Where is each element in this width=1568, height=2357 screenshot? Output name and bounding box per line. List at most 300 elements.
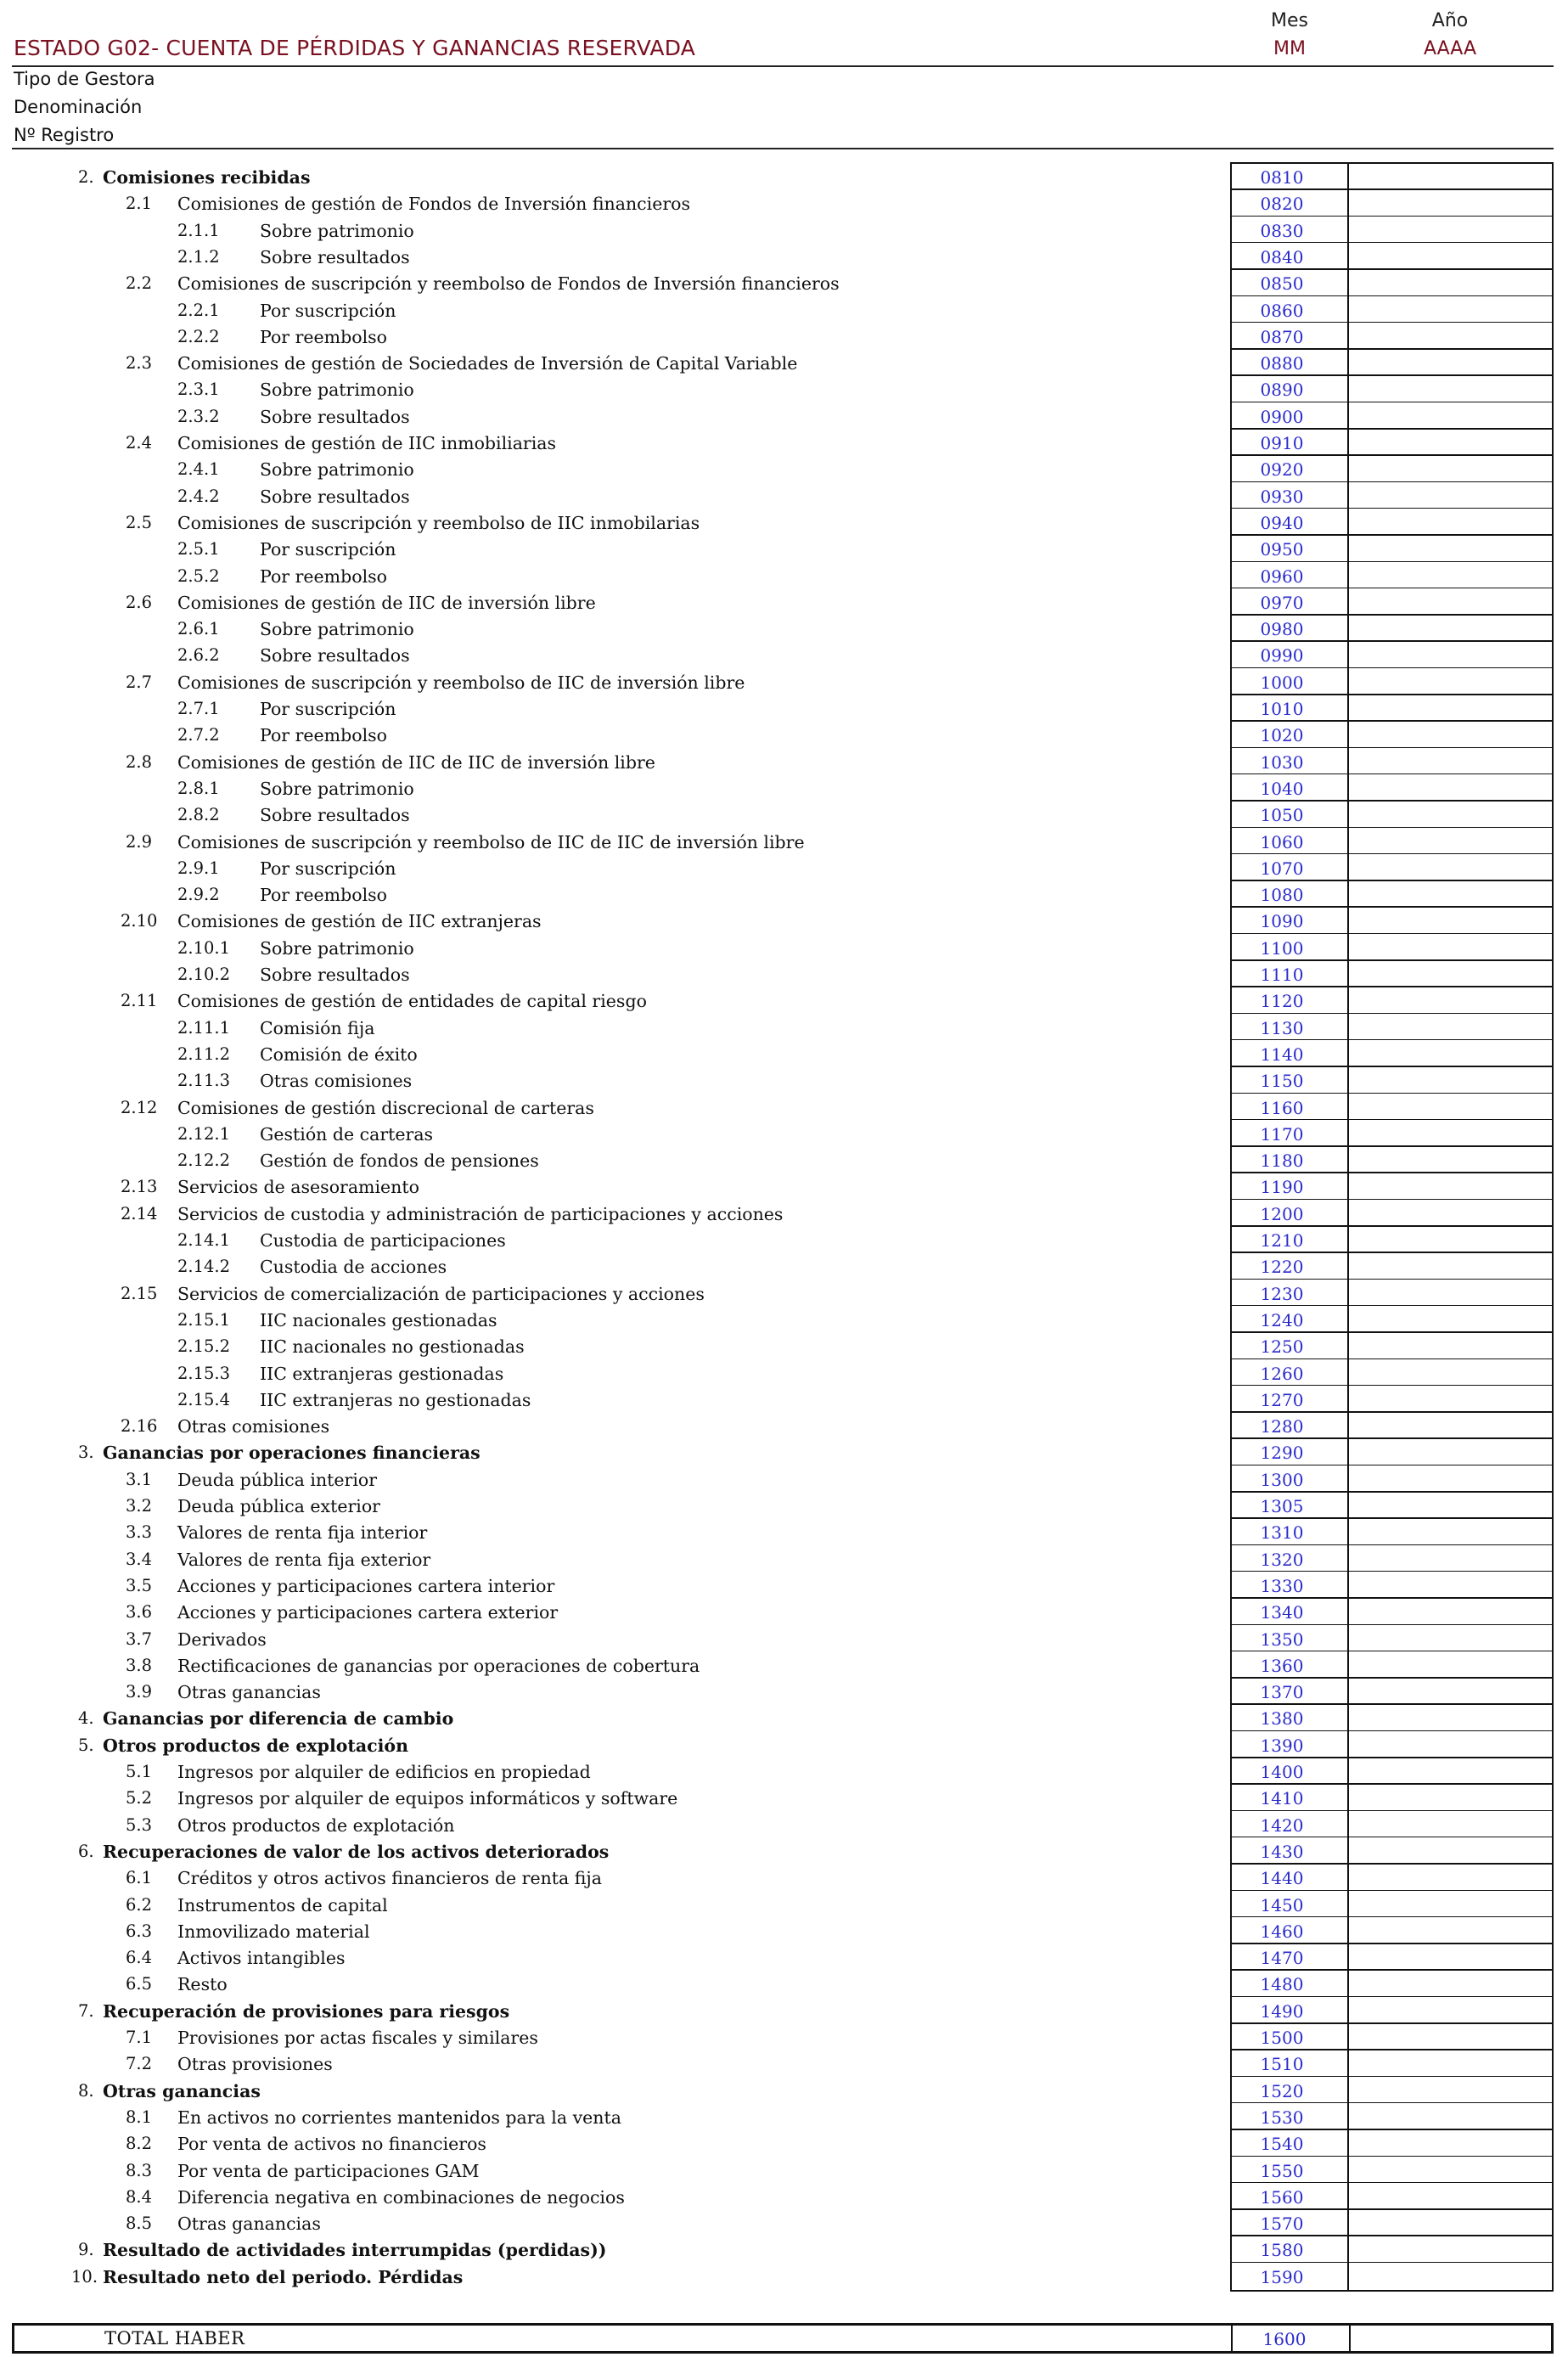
row-code: 1130 <box>1260 1017 1304 1038</box>
row-number: 2.3 <box>126 353 153 374</box>
total-label: TOTAL HABER <box>104 2328 245 2349</box>
row-number: 6.2 <box>126 1894 153 1915</box>
row-number: 2.7.1 <box>177 699 220 718</box>
row-label: Instrumentos de capital <box>177 1894 388 1915</box>
row-code: 1030 <box>1260 751 1304 773</box>
row-label: Sobre resultados <box>260 486 410 507</box>
row-number: 7.1 <box>126 2028 153 2047</box>
row-code: 1150 <box>1260 1071 1304 1092</box>
row-label: Recuperaciones de valor de los activos deteriorados <box>103 1841 610 1862</box>
row-code: 0930 <box>1260 486 1304 507</box>
row-code: 1470 <box>1260 1948 1304 1969</box>
row-code: 1170 <box>1260 1123 1304 1145</box>
row-code: 0870 <box>1260 326 1304 347</box>
row-code: 1070 <box>1260 858 1304 879</box>
row-label: Sobre patrimonio <box>260 778 414 799</box>
row-number: 3.8 <box>126 1655 153 1675</box>
row-label: Comisiones de suscripción y reembolso de IIC de IIC de inversión libre <box>177 831 805 852</box>
row-label: Ganancias por diferencia de cambio <box>103 1708 454 1730</box>
table-row <box>0 1974 1568 2000</box>
row-number: 2.12.2 <box>177 1150 231 1171</box>
row-code: 1460 <box>1260 1921 1304 1942</box>
row-number: 2.10.2 <box>177 965 231 984</box>
row-label: Servicios de comercialización de participaciones y acciones <box>177 1283 705 1304</box>
row-label: Resultado de actividades interrumpidas (perdidas)) <box>103 2240 607 2261</box>
row-code: 0810 <box>1260 167 1304 188</box>
table-row <box>0 1682 1568 1708</box>
row-number: 2.15.1 <box>177 1309 231 1330</box>
row-number: 3.5 <box>126 1575 153 1595</box>
row-label: Por reembolso <box>260 885 388 906</box>
row-label: Por venta de participaciones GAM <box>177 2160 480 2181</box>
row-number: 5.1 <box>126 1762 153 1781</box>
row-code: 0910 <box>1260 433 1304 453</box>
row-label: IIC nacionales gestionadas <box>260 1309 497 1330</box>
table-row <box>0 2081 1568 2107</box>
row-label: Por reembolso <box>260 565 388 587</box>
row-code: 1450 <box>1260 1894 1304 1915</box>
table-row <box>0 1098 1568 1124</box>
row-number: 8.5 <box>126 2214 153 2234</box>
table-row <box>0 1416 1568 1443</box>
row-number: 2.15.3 <box>177 1363 231 1383</box>
row-label: Comisiones de gestión discrecional de carteras <box>177 1097 594 1118</box>
table-row <box>0 2187 1568 2214</box>
row-code: 1580 <box>1260 2240 1304 2261</box>
table-row <box>0 1762 1568 1788</box>
row-label: Sobre patrimonio <box>260 380 414 401</box>
row-code: 1200 <box>1260 1203 1304 1224</box>
row-code: 1050 <box>1260 805 1304 826</box>
row-number: 8. <box>78 2080 94 2101</box>
row-label: Sobre resultados <box>260 406 410 427</box>
row-label: Por suscripción <box>260 699 396 719</box>
row-number: 2.15 <box>121 1283 158 1303</box>
row-label: Comisiones de suscripción y reembolso de IIC de inversión libre <box>177 672 745 693</box>
row-code: 1100 <box>1260 937 1304 959</box>
row-label: Servicios de asesoramiento <box>177 1177 419 1198</box>
row-number: 2.14.2 <box>177 1257 231 1277</box>
table-row <box>0 1788 1568 1814</box>
row-number: 2.12.1 <box>177 1123 231 1144</box>
row-number: 3.4 <box>126 1549 153 1569</box>
row-label: Otras ganancias <box>177 2214 321 2235</box>
row-number: 9. <box>78 2240 94 2260</box>
row-code: 1370 <box>1260 1682 1304 1703</box>
year-column-label: Año <box>1431 10 1469 31</box>
row-code: 1480 <box>1260 1974 1304 1995</box>
row-code: 1180 <box>1260 1150 1304 1172</box>
field-tipo-gestora: Tipo de Gestora <box>14 69 155 89</box>
row-code: 1340 <box>1260 1602 1304 1623</box>
table-row <box>0 752 1568 779</box>
table-row <box>0 487 1568 513</box>
table-row <box>0 805 1568 831</box>
row-label: Ingresos por alquiler de equipos informáticos y software <box>177 1788 678 1809</box>
table-row <box>0 619 1568 645</box>
row-number: 2.6.1 <box>177 619 220 639</box>
table-row <box>0 1815 1568 1842</box>
row-number: 2.11.1 <box>177 1017 231 1038</box>
table-row <box>0 832 1568 858</box>
row-label: Deuda pública exterior <box>177 1496 380 1516</box>
row-label: Comisiones de gestión de IIC inmobiliarias <box>177 433 557 453</box>
row-number: 2.14 <box>121 1203 158 1224</box>
row-label: Comisiones de gestión de IIC extranjeras <box>177 911 542 932</box>
table-row <box>0 779 1568 805</box>
row-number: 2.11.3 <box>177 1071 231 1091</box>
row-code: 0990 <box>1260 645 1304 667</box>
row-label: Comisiones de suscripción y reembolso de IIC inmobilarias <box>177 512 700 533</box>
row-number: 2.9.1 <box>177 858 220 878</box>
table-row <box>0 725 1568 751</box>
row-label: Por suscripción <box>260 300 396 321</box>
table-row <box>0 1071 1568 1097</box>
table-row <box>0 221 1568 247</box>
total-code: 1600 <box>1262 2329 1307 2349</box>
row-number: 3.6 <box>126 1602 153 1623</box>
table-row <box>0 167 1568 194</box>
table-row <box>0 911 1568 937</box>
row-number: 5.3 <box>126 1814 153 1835</box>
row-number: 5. <box>78 1735 94 1755</box>
row-number: 2.15.2 <box>177 1336 231 1357</box>
row-code: 1280 <box>1260 1416 1304 1437</box>
row-label: En activos no corrientes mantenidos para la venta <box>177 2107 621 2128</box>
row-code: 1305 <box>1260 1496 1304 1516</box>
row-number: 2.5.2 <box>177 565 220 586</box>
total-divider <box>1349 2326 1351 2351</box>
row-number: 2.2 <box>126 273 153 294</box>
table-row <box>0 1735 1568 1762</box>
row-label: Sobre patrimonio <box>260 937 414 959</box>
row-label: Comisiones de suscripción y reembolso de Fondos de Inversión financieros <box>177 273 840 295</box>
row-code: 0860 <box>1260 300 1304 321</box>
row-label: Ingresos por alquiler de edificios en propiedad <box>177 1762 591 1782</box>
row-code: 1080 <box>1260 885 1304 906</box>
table-row <box>0 1629 1568 1656</box>
table-row <box>0 1336 1568 1363</box>
table-row <box>0 645 1568 672</box>
row-code: 1010 <box>1260 699 1304 719</box>
row-label: IIC nacionales no gestionadas <box>260 1336 525 1358</box>
row-code: 1300 <box>1260 1469 1304 1490</box>
row-number: 8.4 <box>126 2186 153 2207</box>
row-label: Valores de renta fija interior <box>177 1522 428 1544</box>
month-column-label: Mes <box>1271 10 1308 31</box>
table-row <box>0 273 1568 300</box>
row-number: 2.10.1 <box>177 937 231 958</box>
month-value[interactable]: MM <box>1273 38 1306 59</box>
table-row <box>0 1842 1568 1868</box>
row-code: 1000 <box>1260 672 1304 693</box>
row-number: 7.2 <box>126 2054 153 2074</box>
row-label: Por suscripción <box>260 539 396 560</box>
row-label: Sobre patrimonio <box>260 459 414 481</box>
row-label: Custodia de participaciones <box>260 1230 506 1251</box>
row-number: 2.11.2 <box>177 1043 231 1064</box>
table-row <box>0 991 1568 1017</box>
table-row <box>0 2240 1568 2266</box>
row-number: 2.1.2 <box>177 246 220 267</box>
row-label: Comisiones de gestión de Fondos de Inversión financieros <box>177 194 690 215</box>
row-code: 1510 <box>1260 2054 1304 2075</box>
table-row <box>0 1895 1568 1921</box>
row-number: 2.5 <box>126 512 153 532</box>
table-row <box>0 1310 1568 1336</box>
row-label: Créditos y otros activos financieros de renta fija <box>177 1868 603 1889</box>
table-row <box>0 1948 1568 1974</box>
row-number: 6.3 <box>126 1921 153 1941</box>
row-code: 1440 <box>1260 1868 1304 1889</box>
row-number: 2.10 <box>121 911 158 931</box>
row-label: Comisión de éxito <box>260 1043 418 1065</box>
table-row <box>0 1443 1568 1469</box>
row-code: 1430 <box>1260 1841 1304 1862</box>
row-number: 3.2 <box>126 1496 153 1516</box>
total-row <box>12 2323 1554 2354</box>
row-code: 1020 <box>1260 725 1304 746</box>
table-row <box>0 1364 1568 1390</box>
table-row <box>0 327 1568 353</box>
row-code: 0880 <box>1260 353 1304 374</box>
row-label: Otras comisiones <box>177 1416 330 1437</box>
row-code: 1390 <box>1260 1735 1304 1756</box>
row-number: 2.6 <box>126 592 153 612</box>
row-code: 0840 <box>1260 246 1304 267</box>
row-code: 0890 <box>1260 380 1304 401</box>
field-registro: Nº Registro <box>14 125 115 145</box>
row-code: 1060 <box>1260 831 1304 852</box>
year-value[interactable]: AAAA <box>1423 38 1477 59</box>
row-label: IIC extranjeras gestionadas <box>260 1363 504 1384</box>
row-label: Acciones y participaciones cartera interior <box>177 1575 555 1596</box>
row-label: Otras ganancias <box>177 1682 321 1703</box>
row-code: 1160 <box>1260 1097 1304 1118</box>
table-row <box>0 2267 1568 2293</box>
table-row <box>0 1390 1568 1416</box>
table-row <box>0 672 1568 699</box>
row-label: Servicios de custodia y administración de participaciones y acciones <box>177 1203 784 1224</box>
row-label: Sobre resultados <box>260 965 410 985</box>
table-row <box>0 194 1568 220</box>
row-number: 6.5 <box>126 1974 153 1994</box>
row-code: 1400 <box>1260 1762 1304 1782</box>
table-row <box>0 301 1568 327</box>
row-label: Comisión fija <box>260 1017 375 1038</box>
row-label: Otros productos de explotación <box>177 1814 455 1836</box>
row-label: Por venta de activos no financieros <box>177 2134 486 2155</box>
row-label: Derivados <box>177 1629 267 1650</box>
row-label: Por reembolso <box>260 326 388 347</box>
row-label: Activos intangibles <box>177 1948 346 1969</box>
row-code: 0960 <box>1260 565 1304 587</box>
table-row <box>0 433 1568 459</box>
table-row <box>0 1708 1568 1735</box>
table-row <box>0 1576 1568 1602</box>
table-row <box>0 858 1568 885</box>
row-code: 0820 <box>1260 194 1304 215</box>
row-code: 0950 <box>1260 539 1304 560</box>
row-code: 1270 <box>1260 1389 1304 1410</box>
row-label: Rectificaciones de ganancias por operaciones de cobertura <box>177 1655 700 1676</box>
row-label: Provisiones por actas fiscales y similares <box>177 2028 538 2048</box>
row-label: Comisiones de gestión de IIC de IIC de inversión libre <box>177 751 655 773</box>
row-number: 2.4.2 <box>177 486 220 506</box>
table-row <box>0 1868 1568 1894</box>
row-code: 1520 <box>1260 2080 1304 2101</box>
row-number: 2.6.2 <box>177 645 220 666</box>
row-code: 1560 <box>1260 2186 1304 2208</box>
row-code: 1040 <box>1260 778 1304 799</box>
row-label: Sobre resultados <box>260 246 410 267</box>
row-number: 2.1 <box>126 194 153 214</box>
row-number: 2.8.2 <box>177 805 220 825</box>
row-number: 2.1.1 <box>177 220 220 240</box>
row-label: IIC extranjeras no gestionadas <box>260 1389 531 1410</box>
table-row <box>0 247 1568 273</box>
row-label: Otras ganancias <box>103 2080 261 2101</box>
row-code: 1500 <box>1260 2028 1304 2048</box>
row-number: 2.8.1 <box>177 778 220 798</box>
row-number: 2.8 <box>126 751 153 772</box>
row-code: 1590 <box>1260 2266 1304 2287</box>
row-code: 1210 <box>1260 1230 1304 1251</box>
row-number: 2.14.1 <box>177 1230 231 1250</box>
row-label: Por reembolso <box>260 725 388 746</box>
row-number: 2.5.1 <box>177 539 220 560</box>
table-row <box>0 593 1568 619</box>
row-label: Comisiones de gestión de Sociedades de Inversión de Capital Variable <box>177 353 798 374</box>
row-label: Custodia de acciones <box>260 1257 447 1278</box>
table-row <box>0 1921 1568 1948</box>
row-code: 0920 <box>1260 459 1304 481</box>
table-row <box>0 1044 1568 1071</box>
row-code: 1530 <box>1260 2107 1304 2128</box>
row-code: 0940 <box>1260 512 1304 533</box>
row-number: 6.4 <box>126 1948 153 1968</box>
row-number: 2.11 <box>121 991 158 1011</box>
row-label: Inmovilizado material <box>177 1921 370 1942</box>
row-code: 1250 <box>1260 1336 1304 1358</box>
row-number: 2.7.2 <box>177 725 220 745</box>
row-label: Por suscripción <box>260 858 396 879</box>
row-number: 2.7 <box>126 672 153 692</box>
table-row <box>0 938 1568 965</box>
row-label: Resultado neto del periodo. Pérdidas <box>103 2266 464 2287</box>
table-row <box>0 1124 1568 1150</box>
table-row <box>0 1522 1568 1549</box>
row-number: 2.15.4 <box>177 1389 231 1409</box>
row-code: 0970 <box>1260 592 1304 613</box>
table-row <box>0 1230 1568 1257</box>
row-code: 1090 <box>1260 911 1304 932</box>
row-code: 1540 <box>1260 2134 1304 2155</box>
row-number: 7. <box>78 2000 94 2021</box>
row-number: 2.12 <box>121 1097 158 1117</box>
table-row <box>0 2107 1568 2134</box>
table-row <box>0 1177 1568 1203</box>
row-label: Sobre patrimonio <box>260 619 414 640</box>
row-number: 6.1 <box>126 1868 153 1888</box>
row-label: Otras comisiones <box>260 1071 413 1092</box>
row-number: 2.4 <box>126 433 153 453</box>
row-label: Gestión de carteras <box>260 1123 434 1145</box>
table-row <box>0 539 1568 565</box>
row-label: Gestión de fondos de pensiones <box>260 1150 539 1172</box>
table-row <box>0 566 1568 593</box>
row-label: Acciones y participaciones cartera exterior <box>177 1602 559 1623</box>
table-row <box>0 1550 1568 1576</box>
row-label: Otros productos de explotación <box>103 1735 409 1756</box>
row-number: 2.13 <box>121 1177 158 1197</box>
table-row <box>0 407 1568 433</box>
row-label: Sobre resultados <box>260 805 410 826</box>
table-row <box>0 2001 1568 2028</box>
row-code: 1240 <box>1260 1309 1304 1330</box>
row-code: 1420 <box>1260 1814 1304 1836</box>
row-label: Diferencia negativa en combinaciones de negocios <box>177 2186 625 2208</box>
table-row <box>0 1602 1568 1629</box>
row-label: Sobre patrimonio <box>260 220 414 241</box>
table-row <box>0 1018 1568 1044</box>
table-row <box>0 699 1568 725</box>
row-code: 1550 <box>1260 2160 1304 2181</box>
row-number: 2.2.2 <box>177 326 220 346</box>
row-label: Comisiones de gestión de IIC de inversión libre <box>177 592 596 613</box>
row-number: 2. <box>78 167 94 187</box>
page-title: ESTADO G02- CUENTA DE PÉRDIDAS Y GANANCIAS RESERVADA <box>14 36 696 60</box>
row-number: 8.3 <box>126 2160 153 2180</box>
row-number: 3.9 <box>126 1682 153 1702</box>
row-code: 1570 <box>1260 2214 1304 2235</box>
row-number: 2.16 <box>121 1416 158 1437</box>
row-number: 3.7 <box>126 1629 153 1649</box>
row-number: 10. <box>71 2266 98 2287</box>
row-code: 1360 <box>1260 1655 1304 1676</box>
row-code: 1290 <box>1260 1443 1304 1464</box>
row-code: 1350 <box>1260 1629 1304 1650</box>
table-row <box>0 1656 1568 1682</box>
row-number: 8.2 <box>126 2134 153 2154</box>
row-code: 1120 <box>1260 991 1304 1012</box>
table-row <box>0 965 1568 991</box>
table-row <box>0 459 1568 486</box>
table-row <box>0 513 1568 539</box>
row-code: 1380 <box>1260 1708 1304 1730</box>
row-code: 1410 <box>1260 1788 1304 1809</box>
row-code: 1140 <box>1260 1043 1304 1065</box>
row-number: 3.1 <box>126 1469 153 1489</box>
row-number: 3.3 <box>126 1522 153 1543</box>
table-row <box>0 1204 1568 1230</box>
row-number: 2.9 <box>126 831 153 852</box>
table-row <box>0 1150 1568 1177</box>
table-row <box>0 353 1568 380</box>
row-number: 2.4.1 <box>177 459 220 480</box>
row-code: 0900 <box>1260 406 1304 427</box>
row-number: 2.2.1 <box>177 300 220 320</box>
row-label: Valores de renta fija exterior <box>177 1549 431 1570</box>
row-code: 1330 <box>1260 1575 1304 1596</box>
row-code: 1310 <box>1260 1522 1304 1544</box>
row-code: 1190 <box>1260 1177 1304 1198</box>
row-code: 1220 <box>1260 1257 1304 1278</box>
row-code: 1110 <box>1260 965 1304 985</box>
row-code: 0830 <box>1260 220 1304 241</box>
table-row <box>0 2214 1568 2240</box>
table-row <box>0 1496 1568 1522</box>
